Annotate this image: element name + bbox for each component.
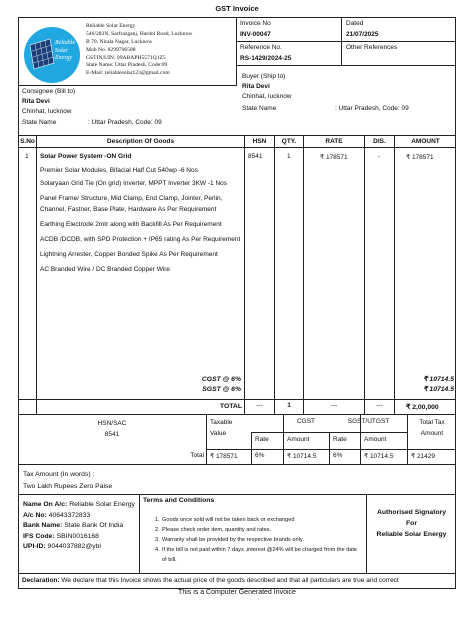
col-dis: DIS. [373, 138, 386, 145]
terms-title: Terms and Conditions [143, 497, 215, 504]
cgst-rate-label: Rate [255, 436, 269, 443]
item-sno: 1 [25, 153, 29, 160]
declaration [22, 577, 454, 584]
sgst-amount-label: Amount [364, 436, 387, 443]
item-discount: - [378, 153, 381, 160]
bank-name-label: Name On A/c: [23, 501, 68, 508]
cgst-amount-label: Amount [287, 436, 310, 443]
buyer-label: Buyer (Ship to) [242, 73, 286, 80]
signatory-line-3: Reliable Solar Energy [376, 531, 447, 538]
buyer-block [242, 72, 292, 101]
tax-sgst-rate: 6% [333, 452, 343, 459]
amount-in-words [23, 469, 112, 493]
bank-details [23, 500, 137, 553]
signatory-line-1: Authorised Signatory [376, 509, 447, 516]
footer-note: This is a Computer Generated Invoice [178, 589, 296, 596]
invoice-no-label: Invoice No [240, 20, 271, 27]
seller-line: B 70, Nirala Nagar, Lucknow [86, 38, 153, 45]
total-rate: --- [330, 402, 338, 409]
hsn-sac-label: HSN/SAC [97, 420, 127, 427]
col-amount: AMOUNT [411, 138, 440, 145]
sgst-header: SGST/UTGST [347, 418, 390, 425]
desc-line: ACDB /DCDB, with SPD Protection + IP65 rating As Per Requirement [40, 235, 241, 243]
amount-words-label: Tax Amount (In words) : [23, 471, 95, 478]
seller-line: 546/283N, Sarfrazganj, Hardoi Road, Lucknow [86, 30, 193, 37]
invoice-title: GST Invoice [215, 4, 259, 13]
upi-id: 9044037882@ybl [47, 543, 101, 550]
consignee-name: Rita Devi [22, 97, 50, 105]
sgst-rate-label: Rate [333, 436, 347, 443]
desc-line: Premier Solar Modules, Bifacial Half Cut 540wp -6 Nos [40, 167, 198, 174]
bank-label: Bank Name: [23, 522, 63, 529]
item-qty: 1 [287, 153, 291, 160]
account-name: Reliable Solar Energy [69, 501, 135, 508]
logo-text-1: Reliable [55, 40, 75, 46]
ifs-label: IFS Code: [23, 532, 55, 540]
invoice-no: INV-00047 [240, 31, 271, 38]
term-item: Please check order item, quantity and rates. [162, 527, 272, 533]
terms-list: 1. Goods once sold will not be taken back or exchanged 2. Please check order item, quantity and rates. 3. Warranty shall be provided by the respective brands only. 4. If the bill is not paid within 7 days ,interest @24% will be charged from the date of bill. [155, 517, 358, 563]
account-no: 40643372833 [48, 511, 91, 519]
seller-gstin: GSTIN/UIN: 09ABAPH5571Q1Z5 [86, 54, 166, 61]
consignee-state: : Uttar Pradesh, Code: 09 [88, 119, 162, 126]
account-no-label: A/c No: [23, 511, 47, 519]
hsn-sac-value: 8541 [104, 431, 120, 438]
authorised-signatory [367, 507, 456, 540]
cgst-header: CGST [296, 418, 316, 425]
desc-line: Solaryaan Grid Tie (On grid) Inverter, MPPT Inverter 3KW -1 Nos [40, 179, 227, 187]
gst-amounts [396, 375, 454, 395]
buyer-state-label: State Name [242, 105, 277, 112]
total-qty: 1 [287, 402, 291, 409]
gst-labels [150, 375, 241, 395]
reference-no: RS-1429/2024-25 [240, 55, 292, 62]
term-item: Warranty shall be provided by the respective brands only. [162, 537, 304, 543]
desc-line: Earthing Electrode 2mtr along with Backfill As Per Requirement [40, 221, 222, 229]
cgst-amount: ₹ 10714.5 [423, 376, 454, 383]
seller-address [86, 23, 236, 78]
consignee-label: Consignee (Bill to) [22, 88, 76, 95]
taxable-value-label: Taxable Value [210, 419, 233, 437]
consignee-city: Chinhat, lucknow [22, 107, 72, 115]
cgst-label: CGST @ 6% [201, 376, 241, 383]
amount-words-value: Two Lakh Rupees Zero Paise [23, 483, 113, 490]
desc-line: Panel Frame/ Structure, Mid Clamp, End Clamp, Jointer, Perlin, Channel, Fastner, Base Plate, Hardware As Per Requirement [40, 194, 223, 214]
reference-label: Reference No. [240, 44, 282, 51]
term-item: If the bill is not paid within 7 days ,interest @24% will be charged from the date of bill. [162, 547, 358, 563]
seller-name: Reliable Solar Energy [86, 23, 136, 29]
item-amount: ₹ 178571 [406, 154, 434, 161]
logo-text-3: Energy [55, 55, 73, 61]
logo-text-2: Solar [55, 47, 69, 54]
sgst-amount: ₹ 10714.5 [423, 386, 454, 393]
term-item: Goods once sold will not be taken back or exchanged [162, 517, 295, 523]
total-tax-label: Total Tax Amount [419, 419, 445, 437]
other-references-label: Other References [346, 44, 398, 51]
buyer-state: : Uttar Pradesh, Code: 09 [335, 105, 409, 112]
col-description: Description Of Goods [106, 138, 175, 145]
declaration-text: We declare that this Invoice shows the actual price of the goods described and that all particulars are true and correct [61, 577, 399, 584]
desc-line: Lightning Arrester, Copper Bonded Spike As Per Requirement [40, 250, 218, 258]
ifs-code: SBIN0016168 [56, 532, 99, 540]
col-sno: S.No [20, 138, 35, 145]
tax-cgst-rate: 6% [255, 452, 265, 459]
signatory-line-2: For [406, 520, 417, 527]
dated-label: Dated [346, 20, 364, 27]
bank-name: State Bank Of India [64, 522, 124, 529]
total-amount: ₹ 2,00,000 [406, 404, 439, 411]
total-label: TOTAL [219, 403, 242, 410]
tax-sgst-amount: ₹ 10714.5 [364, 453, 394, 460]
item-hsn: 8541 [248, 153, 263, 160]
hsn-summary [18, 418, 206, 440]
item-description-list [40, 165, 243, 275]
desc-line: AC Branded Wire / DC Branded Copper Wire [40, 265, 171, 273]
company-logo [24, 27, 80, 83]
tax-taxable-value: ₹ 178571 [210, 453, 238, 460]
seller-email: E-Mail: reliablesolar123@gmail.com [86, 70, 170, 77]
tax-total-row-label: Total [190, 452, 204, 459]
tax-cgst-amount: ₹ 10714.5 [287, 453, 317, 460]
invoice-date: 21/07/2025 [346, 31, 379, 38]
upi-label: UPI-ID: [23, 543, 46, 550]
total-hsn: --- [256, 402, 263, 409]
col-rate: RATE [325, 138, 343, 145]
total-dis: --- [376, 402, 383, 409]
consignee-block [22, 87, 75, 116]
consignee-state-label: State Name [22, 119, 57, 126]
sgst-label: SGST @ 6% [202, 386, 241, 393]
tax-total-amount: ₹ 21429 [411, 453, 436, 460]
buyer-city: Chinhat, lucknow [242, 92, 292, 100]
seller-state: State Name: Uttar Pradesh, Code:09 [86, 62, 168, 69]
item-title: Solar Power System -ON Grid [40, 153, 132, 160]
buyer-name: Rita Devi [242, 82, 270, 90]
item-rate: ₹ 178571 [320, 154, 348, 161]
seller-mobile: Mob No. 8299706588 [86, 46, 136, 53]
col-hsn: HSN [252, 138, 267, 145]
declaration-label: Declaration: [22, 577, 60, 584]
col-qty: QTY. [281, 138, 297, 145]
